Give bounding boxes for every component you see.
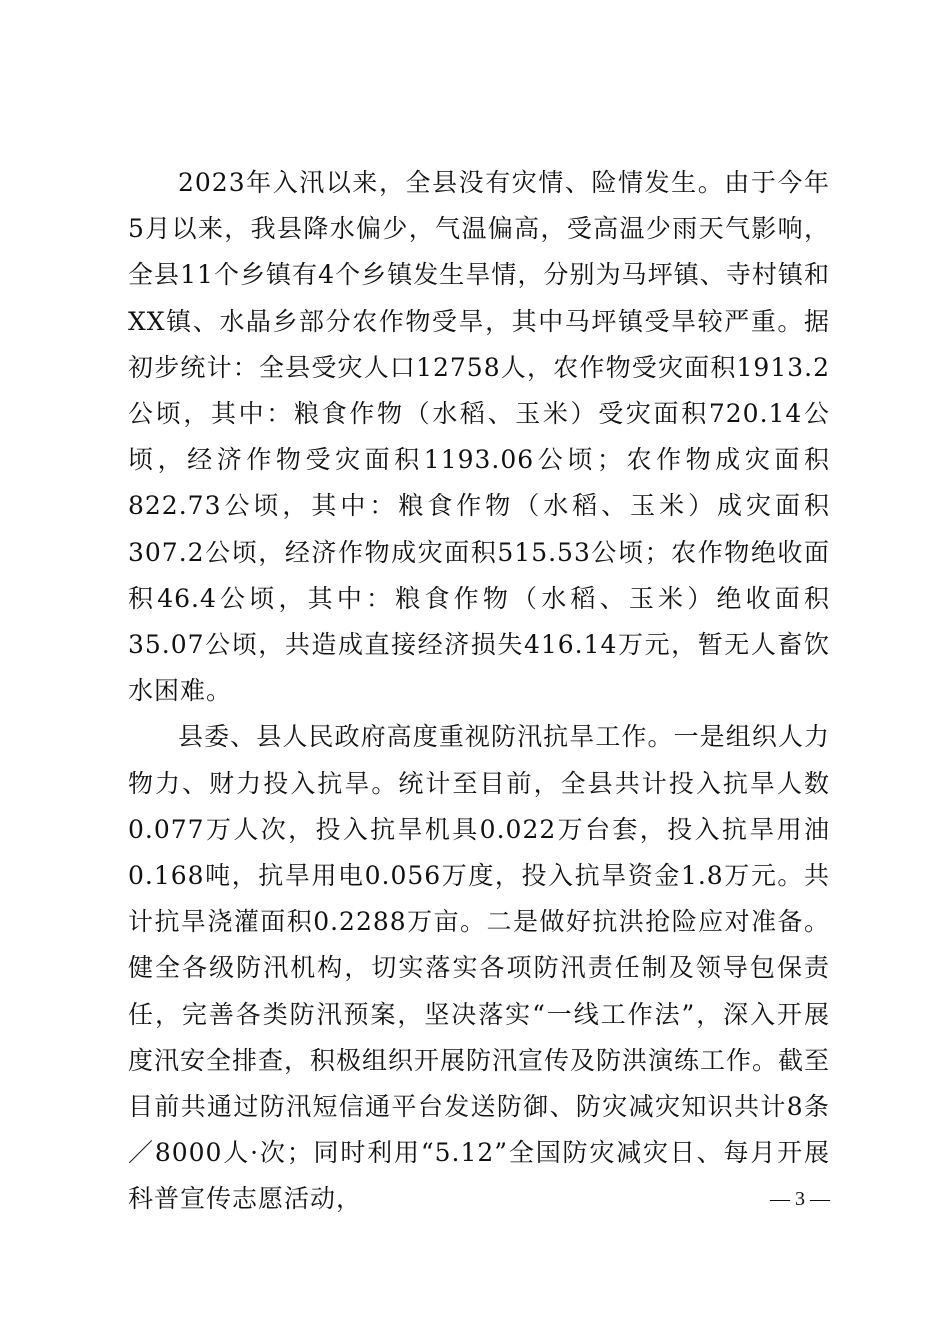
page-number: — 3 — [770, 1188, 830, 1210]
paragraph-drought-situation: 2023年入汛以来，全县没有灾情、险情发生。由于今年5月以来，我县降水偏少，气温偏高，受高温少雨天气影响，全县11个乡镇有4个乡镇发生旱情，分别为马坪镇、寺村镇和XX镇、水晶乡部分农作物受旱，其中马坪镇受旱较严重。据初步统计：全县受灾人口12758人，农作物受灾面积1913.2公顷，其中：粮食作物（水稻、玉米）受灾面积720.14公顷，经济作物受灾面积1193.06公顷；农作物成灾面积822.73公顷，其中：粮食作物（水稻、玉米）成灾面积307.2公顷，经济作物成灾面积515.53公顷；农作物绝收面积46.4公顷，其中：粮食作物（水稻、玉米）绝收面积35.07公顷，共造成直接经济损失416.14万元，暂无人畜饮水困难。 [128, 168, 830, 706]
document-body [128, 160, 830, 1223]
paragraph-flood-drought-response: 县委、县人民政府高度重视防汛抗旱工作。一是组织人力物力、财力投入抗旱。统计至目前，全县共计投入抗旱人数0.077万人次，投入抗旱机具0.022万台套，投入抗旱用油0.168吨，抗旱用电0.056万度，投入抗旱资金1.8万元。共计抗旱浇灌面积0.2288万亩。二是做好抗洪抢险应对准备。健全各级防汛机构，切实落实各项防汛责任制及领导包保责任，完善各类防汛预案，坚决落实“一线工作法”，深入开展度汛安全排查，积极组织开展防汛宣传及防洪演练工作。截至目前共通过防汛短信通平台发送防御、防灾减灾知识共计8条／8000人·次；同时利用“5.12”全国防灾减灾日、每月开展科普宣传志愿活动， [128, 722, 831, 1214]
